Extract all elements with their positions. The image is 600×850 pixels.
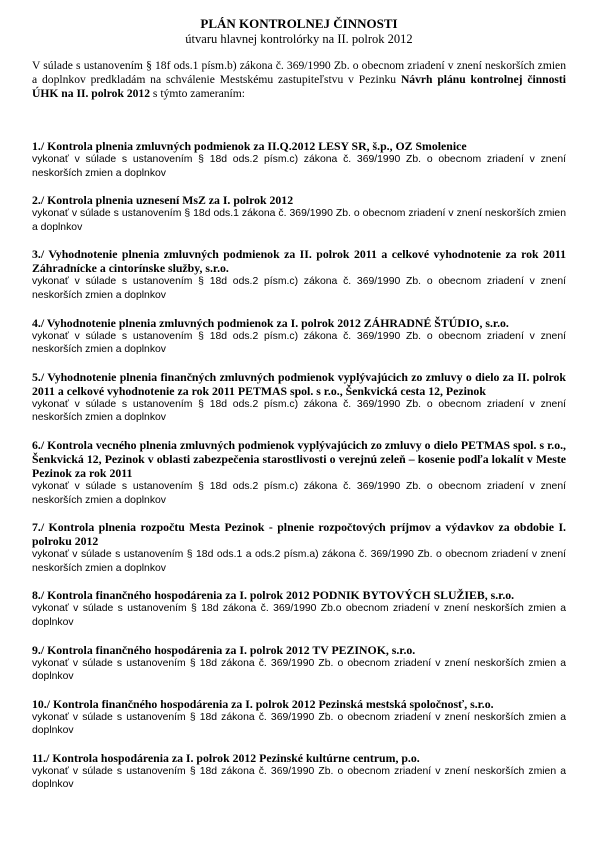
document-title: PLÁN KONTROLNEJ ČINNOSTI <box>200 16 398 31</box>
section-heading: 3./ Vyhodnotenie plnenia zmluvných podmienok za II. polrok 2011 a celkové vyhodnotenie za rok 2011 Záhradnícke a cintorínske služby, s.r.o. <box>32 247 566 276</box>
intro-text: V súlade s ustanovením § 18f ods.1 písm.b) zákona č. 369/1990 Zb. o obecnom zriadení v znení neskorších zmien a doplnkov predkladám na schválenie Mestskému zastupiteľstvu v Pezinku <box>32 59 566 86</box>
section-body: vykonať v súlade s ustanovením § 18d ods.2 písm.c) zákona č. 369/1990 Zb. o obecnom zriadení v znení neskorších zmien a doplnkov <box>32 154 566 179</box>
section-heading: 4./ Vyhodnotenie plnenia zmluvných podmienok za I. polrok 2012 ZÁHRADNÉ ŠTÚDIO, s.r.o. <box>32 315 509 330</box>
section-11 <box>32 751 566 792</box>
document-subtitle: útvaru hlavnej kontrolórky na II. polrok 2012 <box>185 32 413 46</box>
section-heading: 7./ Kontrola plnenia rozpočtu Mesta Pezinok - plnenie rozpočtových príjmov a výdavkov za obdobie I. polroku 2012 <box>32 520 566 549</box>
section-body: vykonať v súlade s ustanovením § 18d ods.2 písm.c) zákona č. 369/1990 Zb. o obecnom zriadení v znení neskorších zmien a doplnkov <box>32 276 566 301</box>
section-heading: 9./ Kontrola finančného hospodárenia za I. polrok 2012 TV PEZINOK, s.r.o. <box>32 642 416 657</box>
section-body: vykonať v súlade s ustanovením § 18d zákona č. 369/1990 Zb.o obecnom zriadení v znení neskorších zmien a doplnkov <box>32 603 566 628</box>
section-body: vykonať v súlade s ustanovením § 18d ods.1 a ods.2 písm.a) zákona č. 369/1990 Zb. o obecnom zriadení v znení neskorších zmien a doplnkov <box>32 549 566 574</box>
section-body: vykonať v súlade s ustanovením § 18d zákona č. 369/1990 Zb. o obecnom zriadení v znení neskorších zmien a doplnkov <box>32 711 566 737</box>
section-heading: 1./ Kontrola plnenia zmluvných podmienok za II.Q.2012 LESY SR, š.p., OZ Smolenice <box>32 139 467 153</box>
section-body: vykonať v súlade s ustanovením § 18d ods.2 písm.c) zákona č. 369/1990 Zb. o obecnom zriadení v znení neskorších zmien a doplnkov <box>32 398 566 424</box>
intro-bold-text: Návrh plánu kontrolnej činnosti ÚHK na II. polrok 2012 <box>32 73 566 100</box>
section-4 <box>32 316 566 357</box>
section-1 <box>32 139 566 180</box>
section-body: vykonať v súlade s ustanovením § 18d ods.2 písm.c) zákona č. 369/1990 Zb. o obecnom zriadení v znení neskorších zmien a doplnkov <box>32 330 566 356</box>
section-9 <box>32 643 566 684</box>
section-heading: 8./ Kontrola finančného hospodárenia za I. polrok 2012 PODNIK BYTOVÝCH SLUŽIEB, s.r.o. <box>32 588 515 603</box>
section-heading: 11./ Kontrola hospodárenia za I. polrok 2012 Pezinské kultúrne centrum, p.o. <box>32 750 420 765</box>
section-10 <box>32 697 566 738</box>
section-5 <box>32 370 566 425</box>
section-2 <box>32 193 566 234</box>
section-body: vykonať v súlade s ustanovením § 18d zákona č. 369/1990 Zb. o obecnom zriadení v znení neskorších zmien a doplnkov <box>32 765 566 791</box>
section-body: vykonať v súlade s ustanovením § 18d ods.2 písm.c) zákona č. 369/1990 Zb. o obecnom zriadení v znení neskorších zmien a doplnkov <box>32 480 566 506</box>
section-heading: 5./ Vyhodnotenie plnenia finančných zmluvných podmienok vyplývajúcich zo zmluvy o dielo za II. polrok 2011 a celkové vyhodnotenie za rok 2011 PETMAS spol. s r.o., Šenkvická cesta 12, Pezinok <box>32 369 566 398</box>
section-3 <box>32 247 566 302</box>
section-body: vykonať v súlade s ustanovením § 18d zákona č. 369/1990 Zb. o obecnom zriadení v znení neskorších zmien a doplnkov <box>32 657 566 683</box>
section-body: vykonať v súlade s ustanovením § 18d ods.1 zákona č. 369/1990 Zb. o obecnom zriadení v znení neskorších zmien a doplnkov <box>32 208 566 233</box>
section-7 <box>32 520 566 575</box>
section-8 <box>32 588 566 629</box>
section-heading: 10./ Kontrola finančného hospodárenia za I. polrok 2012 Pezinská mestská spoločnosť, s.r.o. <box>32 696 494 711</box>
intro-tail-text: s týmto zameraním: <box>150 87 245 100</box>
intro-paragraph <box>32 59 566 101</box>
section-heading: 6./ Kontrola vecného plnenia zmluvných podmienok vyplývajúcich zo zmluvy o dielo PETMAS spol. s r.o., Šenkvická 12, Pezinok v oblasti zabezpečenia starostlivosti o verejnú zeleň – kosenie podľa lokalít v Meste Pezinok za rok 2011 <box>32 437 566 480</box>
section-heading: 2./ Kontrola plnenia uznesení MsZ za I. polrok 2012 <box>32 193 294 208</box>
section-6 <box>32 438 566 507</box>
